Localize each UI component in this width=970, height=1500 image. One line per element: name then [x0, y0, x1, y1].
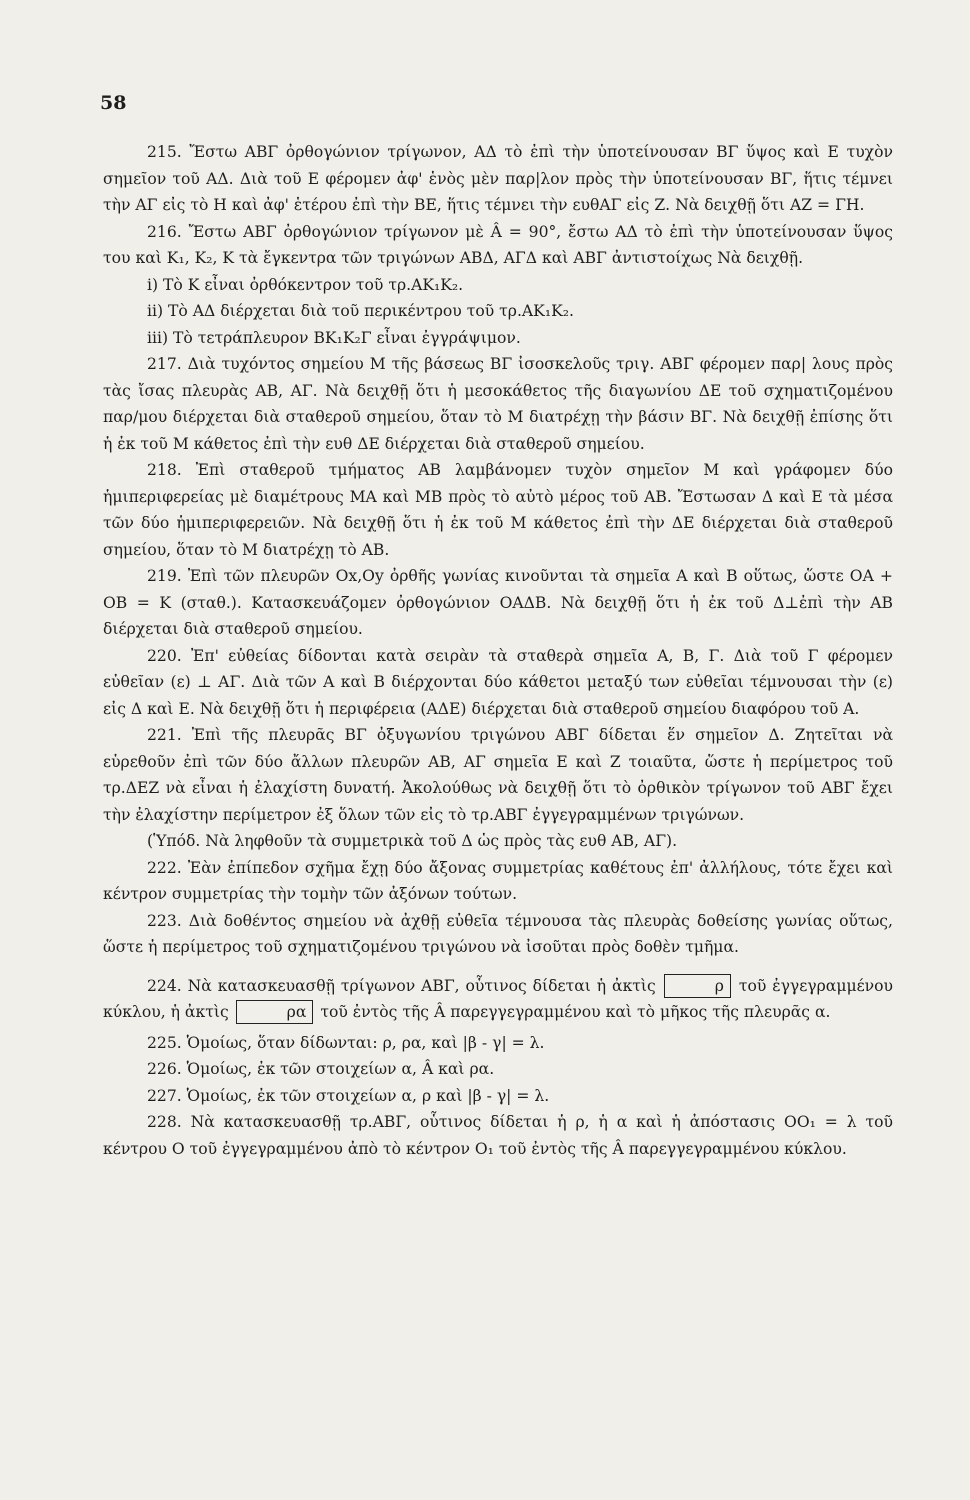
problem-224-text-3: τοῦ ἐντὸς τῆς Â παρεγγεγραμμένου καὶ τὸ μῆκος τῆς πλευρᾶς α.: [320, 1003, 831, 1021]
problem-216-part-i: i) Τὸ Κ εἶναι ὀρθόκεντρον τοῦ τρ.ΑΚ₁Κ₂.: [147, 275, 464, 294]
problem-216-part-iii: iii) Τὸ τετράπλευρον ΒΚ₁Κ₂Γ εἶναι ἐγγράψιμον.: [147, 328, 521, 347]
problem-220: 220. Ἐπ' εὐθείας δίδονται κατὰ σειρὰν τὰ σταθερὰ σημεῖα Α, Β, Γ. Διὰ τοῦ Γ φέρομεν εὐθεῖαν (ε) ⊥ ΑΓ. Διὰ τῶν Α καὶ Β διέρχονται δύο κάθετοι μεταξύ των εὐθεῖαι τέμνουσαι τὴν (ε) εἰς Δ καὶ Ε. Νὰ δειχθῇ ὅτι ἡ περιφέρεια (ΑΔΕ) διέρχεται διὰ σταθεροῦ σημείου διαφόρου τοῦ Α.: [103, 646, 893, 718]
hint-221: (Ὑπόδ. Νὰ ληφθοῦν τὰ συμμετρικὰ τοῦ Δ ὡς πρὸς τὰς ευθ ΑΒ, ΑΓ).: [147, 832, 678, 850]
problem-216-part-ii: ii) Τὸ ΑΔ διέρχεται διὰ τοῦ περικέντρου τοῦ τρ.ΑΚ₁Κ₂.: [147, 302, 574, 320]
problem-227: 227. Ὁμοίως, ἐκ τῶν στοιχείων α, ρ καὶ |β - γ| = λ.: [147, 1086, 550, 1105]
problem-224-text-2: τοῦ ἐγγεγραμμένου κύκλου, ἡ ἀκτὶς: [103, 976, 894, 1021]
inradius-box: ρ: [664, 974, 731, 998]
exradius-box: ρα: [236, 1000, 314, 1024]
problem-222: 222. Ἐὰν ἐπίπεδον σχῆμα ἔχῃ δύο ἄξονας συμμετρίας καθέτους ἐπ' ἀλλήλους, τότε ἔχει καὶ κέντρον συμμετρίας τὴν τομὴν τῶν ἀξόνων τούτων.: [103, 858, 893, 903]
problem-217: 217. Διὰ τυχόντος σημείου Μ τῆς βάσεως ΒΓ ἰσοσκελοῦς τριγ. ΑΒΓ φέρομεν παρ| λους πρὸς τὰς ἴσας πλευρὰς ΑΒ, ΑΓ. Νὰ δειχθῇ ὅτι ἡ μεσοκάθετος τῆς διαγωνίου ΔΕ τοῦ σχηματιζομένου παρ/μου διέρχεται διὰ σταθεροῦ σημείου, ὅταν τὸ Μ διατρέχῃ τὴν βάσιν ΒΓ. Νὰ δειχθῇ ἐπίσης ὅτι ἡ ἐκ τοῦ Μ κάθετος ἐπὶ τὴν ευθ ΔΕ διέρχεται διὰ σταθεροῦ σημείου.: [103, 355, 893, 453]
problem-223: 223. Διὰ δοθέντος σημείου νὰ ἀχθῇ εὐθεῖα τέμνουσα τὰς πλευρὰς δοθείσης γωνίας οὕτως, ὥστε ἡ περίμετρος τοῦ σχηματιζομένου τριγώνου νὰ ἰσοῦται πρὸς δοθὲν τμῆμα.: [103, 911, 893, 956]
problem-224: [103, 973, 893, 1026]
page-body: [103, 139, 893, 1162]
problem-221: 221. Ἐπὶ τῆς πλευρᾶς ΒΓ ὀξυγωνίου τριγώνου ΑΒΓ δίδεται ἕν σημεῖον Δ. Ζητεῖται νὰ εὑρεθοῦν ἐπὶ τῶν δύο ἄλλων πλευρῶν ΑΒ, ΑΓ σημεῖα Ε καὶ Ζ τοιαῦτα, ὥστε ἡ περίμετρος τοῦ τρ.ΔΕΖ νὰ εἶναι ἡ ἐλαχίστη δυνατή. Ἀκολούθως νὰ δειχθῇ ὅτι τὸ ὀρθικὸν τρίγωνον τοῦ ΑΒΓ ἔχει τὴν ἐλαχίστην περίμετρον ἐξ ὅλων τῶν εἰς τὸ τρ.ΑΒΓ ἐγγεγραμμένων τριγώνων.: [103, 726, 893, 824]
problem-225: 225. Ὁμοίως, ὅταν δίδωνται: ρ, ρα, καὶ |β - γ| = λ.: [147, 1033, 545, 1052]
problem-224-text-1: 224. Νὰ κατασκευασθῇ τρίγωνον ΑΒΓ, οὗτινος δίδεται ἡ ἀκτὶς: [147, 976, 656, 995]
problem-228: 228. Νὰ κατασκευασθῇ τρ.ΑΒΓ, οὗτινος δίδεται ἡ ρ, ἡ α καὶ ἡ ἀπόστασις ΟΟ₁ = λ τοῦ κέντρου Ο τοῦ ἐγγεγραμμένου ἀπὸ τὸ κέντρον Ο₁ τοῦ ἐντὸς τῆς Â παρεγγεγραμμένου κύκλου.: [103, 1113, 893, 1158]
problem-215: 215. Ἔστω ΑΒΓ ὀρθογώνιον τρίγωνον, ΑΔ τὸ ἐπὶ τὴν ὑποτείνουσαν ΒΓ ὕψος καὶ Ε τυχὸν σημεῖον τοῦ ΑΔ. Διὰ τοῦ Ε φέρομεν ἀφ' ἑνὸς μὲν παρ|λον πρὸς τὴν ὑποτείνουσαν ΒΓ, ἥτις τέμνει τὴν ΑΓ εἰς τὸ Η καὶ ἀφ' ἑτέρου ἐπὶ τὴν ΒΕ, ἥτις τέμνει τὴν ευθΑΓ εἰς Ζ. Νὰ δειχθῇ ὅτι ΑΖ = ΓΗ.: [103, 143, 893, 214]
problem-216: 216. Ἔστω ΑΒΓ ὀρθογώνιον τρίγωνον μὲ Â = 90°, ἔστω ΑΔ τὸ ἐπὶ τὴν ὑποτείνουσαν ὕψος του καὶ Κ₁, Κ₂, Κ τὰ ἔγκεντρα τῶν τριγώνων ΑΒΔ, ΑΓΔ καὶ ΑΒΓ ἀντιστοίχως Νὰ δειχθῇ.: [103, 222, 893, 267]
problem-219: 219. Ἐπὶ τῶν πλευρῶν Οx,Oy ὀρθῆς γωνίας κινοῦνται τὰ σημεῖα Α καὶ Β οὕτως, ὥστε ΟΑ + ΟΒ = Κ (σταθ.). Κατασκευάζομεν ὀρθογώνιον ΟΑΔΒ. Νὰ δειχθῇ ὅτι ἡ ἐκ τοῦ Δ⊥ἐπὶ τὴν ΑΒ διέρχεται διὰ σταθεροῦ σημείου.: [103, 567, 893, 638]
page-number: 58: [100, 92, 127, 114]
problem-226: 226. Ὁμοίως, ἐκ τῶν στοιχείων α, Â καὶ ρα.: [147, 1060, 495, 1078]
problem-218: 218. Ἐπὶ σταθεροῦ τμήματος ΑΒ λαμβάνομεν τυχὸν σημεῖον Μ καὶ γράφομεν δύο ἡμιπεριφερείας μὲ διαμέτρους ΜΑ καὶ ΜΒ πρὸς τὸ αὐτὸ μέρος τοῦ ΑΒ. Ἔστωσαν Δ καὶ Ε τὰ μέσα τῶν δύο ἡμιπεριφερειῶν. Νὰ δειχθῇ ὅτι ἡ ἐκ τοῦ Μ κάθετος ἐπὶ τὴν ΔΕ διέρχεται διὰ σταθεροῦ σημείου, ὅταν τὸ Μ διατρέχῃ τὸ ΑΒ.: [103, 461, 893, 559]
